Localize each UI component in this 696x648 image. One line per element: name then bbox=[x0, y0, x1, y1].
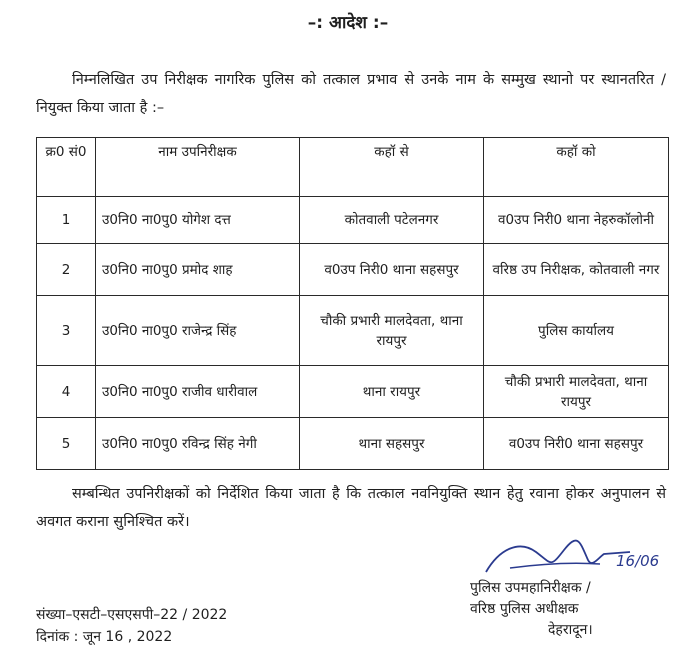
intro-paragraph: निम्नलिखित उप निरीक्षक नागरिक पुलिस को तत्काल प्रभाव से उनके नाम के सम्मुख स्थानो पर स्थानतरित / नियुक्त किया जाता है :– bbox=[36, 72, 666, 116]
row-from: चौकी प्रभारी मालदेवता, थाना रायपुर bbox=[300, 296, 484, 366]
table-header-row bbox=[37, 138, 669, 197]
table-row bbox=[37, 197, 669, 244]
row-name: उ0नि0 ना0पु0 राजेन्द्र सिंह bbox=[96, 296, 300, 366]
row-serial: 3 bbox=[37, 296, 96, 366]
row-to: पुलिस कार्यालय bbox=[484, 296, 669, 366]
designation-line2: वरिष्ठ पुलिस अधीक्षक bbox=[470, 601, 579, 617]
row-to: चौकी प्रभारी मालदेवता, थाना रायपुर bbox=[484, 366, 669, 418]
table-row bbox=[37, 418, 669, 470]
row-to: व0उप निरी0 थाना सहसपुर bbox=[484, 418, 669, 470]
row-from: कोतवाली पटेलनगर bbox=[300, 197, 484, 244]
row-to: वरिष्ठ उप निरीक्षक, कोतवाली नगर bbox=[484, 244, 669, 296]
signature-date: 16/06 bbox=[616, 552, 660, 570]
designation-line1: पुलिस उपमहानिरीक्षक / bbox=[470, 580, 591, 596]
row-serial: 2 bbox=[37, 244, 96, 296]
header-name: नाम उपनिरीक्षक bbox=[96, 138, 300, 197]
table-row bbox=[37, 296, 669, 366]
signatory-place: देहरादून। bbox=[548, 622, 593, 638]
reference-number: संख्या–एसटी–एसएसपी–22 / 2022 bbox=[36, 607, 228, 623]
row-from: व0उप निरी0 थाना सहसपुर bbox=[300, 244, 484, 296]
row-name: उ0नि0 ना0पु0 राजीव धारीवाल bbox=[96, 366, 300, 418]
row-serial: 5 bbox=[37, 418, 96, 470]
row-name: उ0नि0 ना0पु0 योगेश दत्त bbox=[96, 197, 300, 244]
order-heading: –: आदेश :– bbox=[307, 13, 389, 33]
row-serial: 1 bbox=[37, 197, 96, 244]
closing-paragraph: सम्बन्धित उपनिरीक्षकों को निर्देशित किया जाता है कि तत्काल नवनियुक्ति स्थान हेतु रवाना होकर अनुपालन से अवगत कराना सुनिश्चित करें। bbox=[36, 486, 666, 530]
header-to: कहॉ को bbox=[484, 138, 669, 197]
row-name: उ0नि0 ना0पु0 प्रमोद शाह bbox=[96, 244, 300, 296]
header-serial: क्र0 सं0 bbox=[37, 138, 96, 197]
reference-block bbox=[36, 604, 356, 648]
signature-scribble bbox=[480, 538, 680, 578]
transfer-table bbox=[36, 137, 669, 470]
row-from: थाना सहसपुर bbox=[300, 418, 484, 470]
row-to: व0उप निरी0 थाना नेहरुकॉलोनी bbox=[484, 197, 669, 244]
header-from: कहॉ से bbox=[300, 138, 484, 197]
signatory-block bbox=[470, 578, 680, 641]
table-row bbox=[37, 244, 669, 296]
table-row bbox=[37, 366, 669, 418]
row-from: थाना रायपुर bbox=[300, 366, 484, 418]
row-serial: 4 bbox=[37, 366, 96, 418]
row-name: उ0नि0 ना0पु0 रविन्द्र सिंह नेगी bbox=[96, 418, 300, 470]
reference-date: दिनांक : जून 16 , 2022 bbox=[36, 629, 173, 645]
